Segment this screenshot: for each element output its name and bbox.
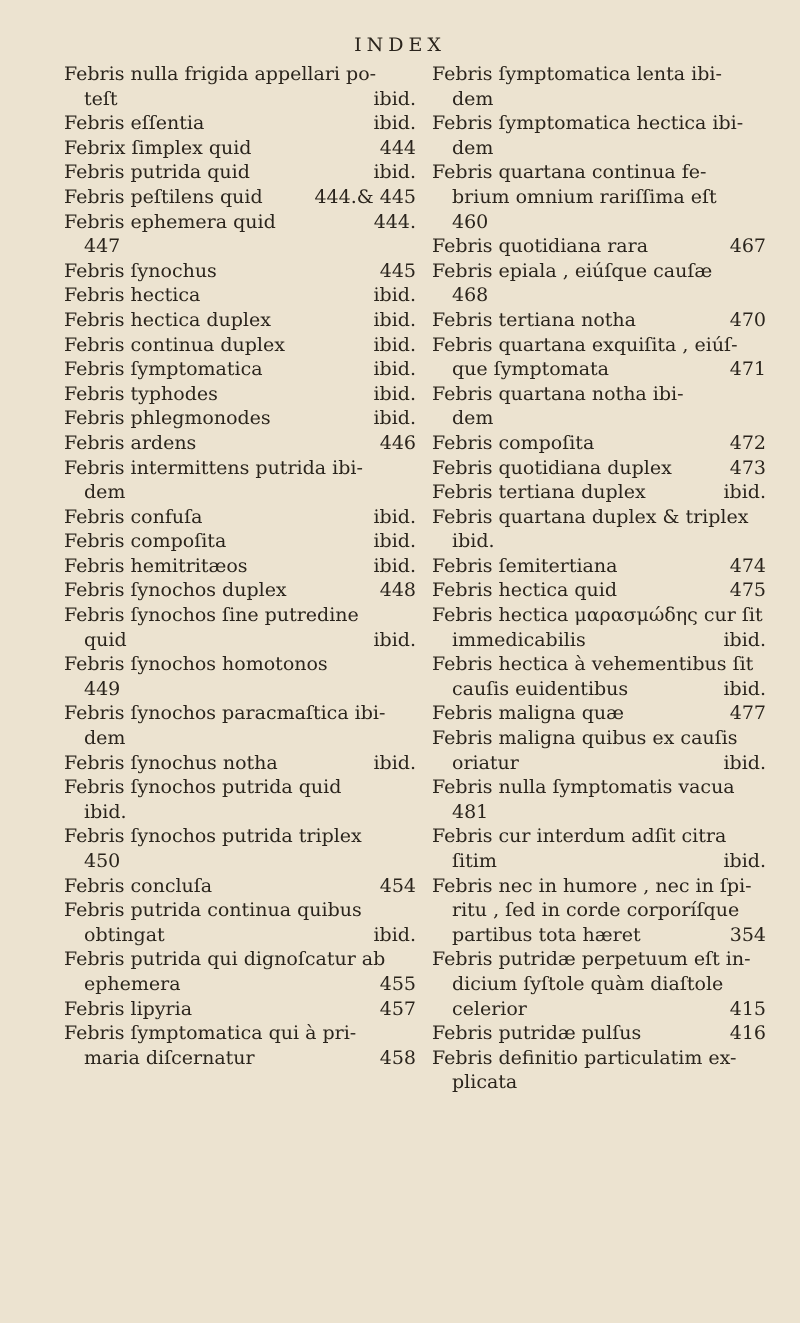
index-entry-line: [64, 456, 416, 481]
index-entry-line: [432, 726, 766, 751]
page-reference: 473: [729, 456, 766, 479]
index-entry-line: [64, 677, 416, 702]
entry-text: celerior: [452, 997, 527, 1020]
index-entry-line: [432, 431, 766, 456]
entry-text: Febris nec in humore , nec in ſpi-: [432, 874, 752, 897]
page-reference: ibid.: [373, 505, 416, 528]
entry-text: Febris hectica duplex: [64, 308, 271, 331]
index-entry: [432, 431, 766, 456]
index-entry: [64, 136, 416, 161]
entry-text: Febris epiala , eiúſque cauſæ: [432, 259, 713, 282]
entry-text: Febris putrida qui dignoſcatur ab: [64, 948, 386, 971]
entry-text: plicata: [452, 1071, 518, 1094]
index-entry-line: [64, 923, 416, 948]
entry-text: Febris compoſita: [64, 530, 227, 553]
entry-text: Febris nulla ſymptomatis vacua: [432, 776, 735, 799]
page-reference: 354: [729, 923, 766, 946]
entry-text: Febris ardens: [64, 431, 197, 454]
index-entry: [64, 62, 416, 111]
index-entry-line: [432, 554, 766, 579]
index-entry-line: [64, 234, 416, 259]
index-entry-line: [64, 87, 416, 112]
entry-text: Febris continua duplex: [64, 333, 285, 356]
page-reference: 415: [729, 997, 766, 1020]
entry-text: Febris typhodes: [64, 382, 218, 405]
entry-text: Febris ſynochos homotonos: [64, 653, 328, 676]
index-entry-line: [432, 87, 766, 112]
entry-text: ephemera: [84, 972, 181, 995]
index-entry-line: [64, 824, 416, 849]
page-reference: 446: [379, 431, 416, 454]
index-entry-line: [432, 997, 766, 1022]
index-entry: [432, 1021, 766, 1046]
page-reference: 455: [379, 972, 416, 995]
entry-text: Febris cur interdum adſit citra: [432, 825, 727, 848]
entry-text: ibid.: [84, 800, 127, 823]
entry-text: Febris hectica μαρασμώδης cur ſit: [432, 604, 763, 627]
index-entry: [64, 652, 416, 701]
index-entry: [432, 160, 766, 234]
index-entry-line: [432, 62, 766, 87]
index-entry-line: [64, 283, 416, 308]
index-entry: [64, 874, 416, 899]
index-entry-line: [64, 554, 416, 579]
entry-text: Febris ſymptomatica lenta ibi-: [432, 63, 722, 85]
page-reference: 471: [729, 358, 766, 381]
index-entry-line: [64, 136, 416, 161]
running-head: INDEX: [354, 34, 446, 56]
index-entry-line: [64, 775, 416, 800]
page-reference: 458: [379, 1046, 416, 1069]
entry-text: Febris ſymptomatica qui à pri-: [64, 1022, 357, 1045]
entry-text: Febris ſynochos paracmaſtica ibi-: [64, 702, 386, 725]
index-entry: [432, 775, 766, 824]
page-reference: ibid.: [723, 481, 766, 504]
entry-text: Febris hectica quid: [432, 579, 617, 602]
index-entry: [64, 357, 416, 382]
page-reference: ibid.: [373, 554, 416, 577]
index-entry: [64, 111, 416, 136]
page-reference: 448: [379, 579, 416, 602]
entry-text: Febris putrida quid: [64, 161, 250, 184]
index-entry-line: [432, 874, 766, 899]
index-entry-line: [64, 874, 416, 899]
entry-text: brium omnium rariſſima eſt: [452, 185, 717, 208]
index-entry: [64, 898, 416, 947]
index-entry: [432, 652, 766, 701]
entry-text: Febris quartana notha ibi-: [432, 382, 684, 405]
entry-text: teſt: [84, 87, 118, 110]
page-reference: ibid.: [373, 530, 416, 553]
index-entry: [432, 111, 766, 160]
page-reference: 457: [379, 997, 416, 1020]
page-reference: ibid.: [723, 850, 766, 872]
page-reference: 444: [379, 136, 416, 159]
index-entry-line: [64, 849, 416, 874]
index-entry: [432, 480, 766, 505]
index-entry-line: [64, 62, 416, 87]
index-entry-line: [432, 923, 766, 948]
index-entry-line: [64, 308, 416, 333]
index-entry-line: [432, 898, 766, 923]
index-entry: [64, 160, 416, 185]
index-entry-line: [432, 505, 766, 530]
page-reference: ibid.: [373, 333, 416, 356]
index-entry: [64, 1021, 416, 1070]
index-entry-line: [64, 997, 416, 1022]
page-reference: ibid.: [373, 112, 416, 135]
index-entry: [64, 997, 416, 1022]
index-entry: [64, 578, 416, 603]
entry-text: Febris ſynochos putrida triplex: [64, 825, 362, 848]
index-entry-line: [64, 160, 416, 185]
index-entry-line: [432, 775, 766, 800]
entry-text: Febris maligna quibus ex cauſis: [432, 727, 738, 750]
entry-text: Febris ſynochus notha: [64, 751, 278, 774]
entry-text: ſitim: [452, 850, 497, 872]
entry-text: Febris ſemitertiana: [432, 554, 618, 577]
entry-text: Febris quotidiana duplex: [432, 456, 672, 479]
entry-text: dem: [84, 727, 126, 750]
entry-text: que ſymptomata: [452, 358, 610, 381]
entry-text: Febris hemitritæos: [64, 554, 248, 577]
index-entry: [64, 751, 416, 776]
entry-text: Febris ſymptomatica: [64, 358, 263, 381]
entry-text: obtingat: [84, 923, 165, 946]
page-reference: ibid.: [373, 358, 416, 381]
entry-text: immedicabilis: [452, 628, 586, 651]
index-entry: [64, 947, 416, 996]
index-entry-line: [432, 234, 766, 259]
index-entry: [432, 578, 766, 603]
page-reference: ibid.: [373, 87, 416, 110]
index-entry: [64, 431, 416, 456]
index-entry-line: [432, 111, 766, 136]
entry-text: Febris quotidiana rara: [432, 235, 649, 258]
index-entry-line: [64, 898, 416, 923]
entry-text: Febris ſynochos duplex: [64, 579, 287, 602]
index-entry-line: [432, 210, 766, 235]
index-entry-line: [64, 628, 416, 653]
index-entry-line: [64, 406, 416, 431]
page-reference: 470: [729, 308, 766, 331]
entry-text: Febris eſſentia: [64, 112, 205, 135]
index-entry-line: [432, 1070, 766, 1095]
entry-text: Febris lipyria: [64, 997, 193, 1020]
entry-text: 481: [452, 800, 489, 823]
entry-text: dicium ſyſtole quàm diaſtole: [452, 972, 724, 995]
index-entry: [432, 259, 766, 308]
entry-text: Febris confuſa: [64, 505, 203, 528]
entry-text: 468: [452, 284, 489, 307]
index-entry: [432, 603, 766, 652]
entry-text: Febris quartana duplex & triplex: [432, 505, 749, 528]
entry-text: Febris ſynochos putrida quid: [64, 776, 342, 799]
index-entry-line: [432, 751, 766, 776]
left-column: [64, 62, 416, 1070]
entry-text: Febris ſynochos ſine putredine: [64, 604, 359, 627]
index-entry-line: [432, 480, 766, 505]
page-reference: ibid.: [373, 628, 416, 651]
entry-text: Febris ephemera quid: [64, 210, 276, 233]
index-entry-line: [64, 333, 416, 358]
index-entry-line: [432, 652, 766, 677]
index-entry-line: [432, 1046, 766, 1071]
index-entry-line: [432, 529, 766, 554]
index-entry-line: [64, 529, 416, 554]
index-entry-line: [64, 259, 416, 284]
entry-text: Febris putrida continua quibus: [64, 899, 362, 922]
right-column: [432, 62, 766, 1095]
entry-text: Febris definitio particulatim ex-: [432, 1046, 737, 1069]
entry-text: Febris ſynochus: [64, 259, 217, 282]
index-entry: [64, 603, 416, 652]
index-entry: [432, 701, 766, 726]
index-entry-line: [432, 308, 766, 333]
index-entry-line: [64, 357, 416, 382]
page-reference: ibid.: [373, 751, 416, 774]
index-entry-line: [64, 578, 416, 603]
index-entry-line: [64, 800, 416, 825]
index-entry: [64, 456, 416, 505]
index-entry: [432, 62, 766, 111]
page-reference: ibid.: [723, 677, 766, 700]
entry-text: Febris tertiana notha: [432, 308, 636, 331]
index-entry: [64, 554, 416, 579]
entry-text: 449: [84, 677, 121, 700]
entry-text: Febris putridæ perpetuum eſt in-: [432, 948, 751, 971]
index-entry-line: [432, 824, 766, 849]
index-entry: [432, 234, 766, 259]
index-entry-line: [432, 701, 766, 726]
index-entry-line: [64, 480, 416, 505]
index-entry: [64, 406, 416, 431]
page-reference: ibid.: [373, 407, 416, 430]
entry-text: Febris compoſita: [432, 431, 595, 454]
entry-text: Febrix ſimplex quid: [64, 136, 252, 159]
entry-text: Febris hectica à vehementibus ſit: [432, 653, 754, 676]
index-entry: [64, 333, 416, 358]
index-entry-line: [64, 505, 416, 530]
index-entry: [432, 824, 766, 873]
entry-text: quid: [84, 628, 127, 651]
index-entry-line: [432, 406, 766, 431]
page-reference: 454: [379, 874, 416, 897]
entry-text: Febris concluſa: [64, 874, 213, 897]
page-reference: ibid.: [723, 628, 766, 651]
entry-text: dem: [452, 407, 494, 430]
index-entry-line: [64, 210, 416, 235]
index-entry-line: [64, 1021, 416, 1046]
entry-text: dem: [84, 481, 126, 504]
index-entry-line: [64, 603, 416, 628]
index-entry-line: [432, 628, 766, 653]
entry-text: Febris nulla frigida appellari po-: [64, 63, 377, 85]
index-entry-line: [64, 111, 416, 136]
index-entry-line: [432, 136, 766, 161]
entry-text: Febris hectica: [64, 284, 201, 307]
page-reference: 445: [379, 259, 416, 282]
index-entry: [64, 505, 416, 530]
index-entry-line: [432, 456, 766, 481]
index-entry-line: [432, 849, 766, 874]
entry-text: Febris peſtilens quid: [64, 185, 263, 208]
index-entry-line: [432, 283, 766, 308]
index-entry: [64, 259, 416, 284]
entry-text: 460: [452, 210, 489, 233]
entry-text: ibid.: [452, 530, 495, 553]
entry-text: Febris maligna quæ: [432, 702, 625, 725]
index-entry-line: [64, 701, 416, 726]
index-entry: [64, 185, 416, 210]
index-entry-line: [432, 603, 766, 628]
index-entry-line: [432, 800, 766, 825]
index-entry-line: [432, 259, 766, 284]
entry-text: Febris putridæ pulſus: [432, 1022, 642, 1045]
index-entry-line: [64, 185, 416, 210]
index-entry: [64, 701, 416, 750]
index-entry: [432, 505, 766, 554]
index-entry: [432, 456, 766, 481]
index-entry-line: [64, 726, 416, 751]
index-entry-line: [432, 947, 766, 972]
page-reference: 472: [729, 431, 766, 454]
entry-text: partibus tota hæret: [452, 923, 641, 946]
entry-text: 450: [84, 850, 121, 872]
index-entry: [432, 947, 766, 1021]
page-reference: 467: [729, 235, 766, 258]
entry-text: oriatur: [452, 751, 519, 774]
index-entry: [64, 382, 416, 407]
index-entry-line: [432, 1021, 766, 1046]
index-entry: [432, 382, 766, 431]
page-reference: 474: [729, 554, 766, 577]
page-reference: ibid.: [373, 382, 416, 405]
entry-text: dem: [452, 136, 494, 159]
entry-text: Febris tertiana duplex: [432, 481, 646, 504]
index-entry-line: [432, 160, 766, 185]
index-entry-line: [432, 382, 766, 407]
entry-text: Febris quartana continua fe-: [432, 161, 707, 184]
index-entry-line: [64, 1046, 416, 1071]
index-entry: [64, 824, 416, 873]
page-reference: ibid.: [373, 161, 416, 184]
index-entry: [64, 775, 416, 824]
index-entry-line: [432, 972, 766, 997]
index-entry: [432, 726, 766, 775]
index-entry: [64, 529, 416, 554]
entry-text: cauſis euidentibus: [452, 677, 629, 700]
index-entry: [432, 308, 766, 333]
index-entry-line: [432, 185, 766, 210]
index-entry-line: [432, 357, 766, 382]
page-reference: 477: [729, 702, 766, 725]
page-reference: ibid.: [723, 751, 766, 774]
entry-text: Febris phlegmonodes: [64, 407, 271, 430]
page-reference: 444.: [373, 210, 416, 233]
index-entry: [432, 333, 766, 382]
page-reference: 416: [729, 1022, 766, 1045]
index-entry: [64, 210, 416, 259]
entry-text: 447: [84, 235, 121, 258]
entry-text: ritu , ſed in corde corporíſque: [452, 899, 740, 922]
index-entry: [64, 283, 416, 308]
index-entry-line: [64, 972, 416, 997]
index-entry: [432, 874, 766, 948]
index-entry: [64, 308, 416, 333]
index-entry-line: [64, 431, 416, 456]
entry-text: Febris intermittens putrida ibi-: [64, 456, 363, 479]
page-reference: ibid.: [373, 308, 416, 331]
index-entry-line: [64, 751, 416, 776]
index-entry-line: [64, 382, 416, 407]
index-entry: [432, 554, 766, 579]
index-entry-line: [432, 578, 766, 603]
page-reference: 475: [729, 579, 766, 602]
entry-text: dem: [452, 87, 494, 110]
page-reference: ibid.: [373, 923, 416, 946]
index-entry-line: [64, 652, 416, 677]
index-entry-line: [64, 947, 416, 972]
index-entry-line: [432, 333, 766, 358]
entry-text: Febris ſymptomatica hectica ibi-: [432, 112, 744, 135]
page-reference: 444.& 445: [314, 185, 416, 208]
entry-text: maria diſcernatur: [84, 1046, 255, 1069]
index-entry: [432, 1046, 766, 1095]
index-entry-line: [432, 677, 766, 702]
page-reference: ibid.: [373, 284, 416, 307]
entry-text: Febris quartana exquiſita , eiúſ-: [432, 333, 738, 356]
